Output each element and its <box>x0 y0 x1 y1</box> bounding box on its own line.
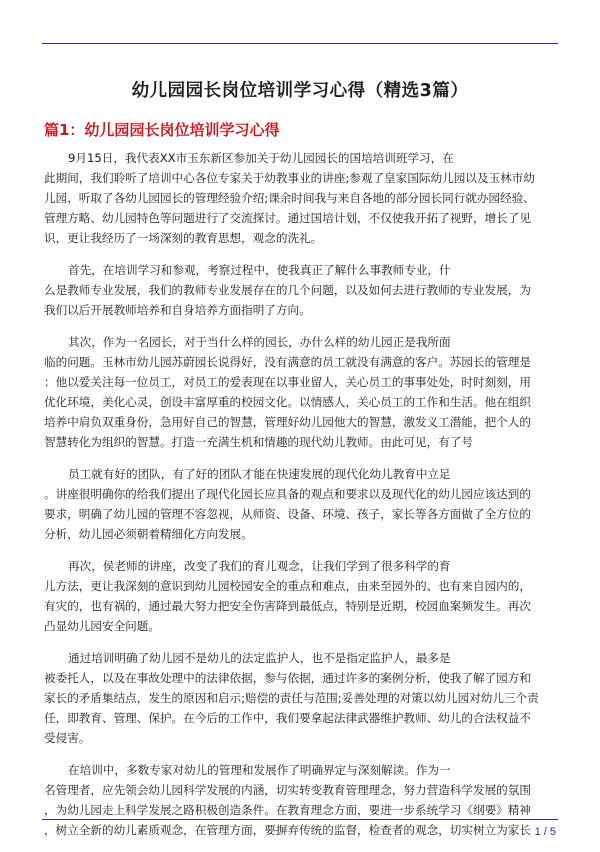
paragraph-2 <box>44 260 556 320</box>
footer-rule <box>42 819 558 820</box>
text-line: 9月15日，我代表XX市玉东新区参加关于幼儿园园长的国培培训班学习，在 <box>68 151 454 165</box>
paragraph-7 <box>44 760 556 840</box>
text-line: 再次，侯老师的讲座，改变了我们的育儿观念，让我们学到了很多科学的育 <box>68 559 451 573</box>
paragraph-4 <box>44 464 556 544</box>
text-line: 临的问题。玉林市幼儿园苏蔚园长说得好，没有满意的员工就没有满意的客户。苏园长的管理是 <box>44 355 531 369</box>
paragraph-6 <box>44 648 556 748</box>
text-line: 被委托人，以及在事故处理中的法律依据，参与依据，通过许多的案例分析，使我了解了园方和 <box>44 671 531 685</box>
text-line: ，为幼儿园走上科学发展之路积极创造条件。在教育理念方面，要进一步系统学习《纲要》精神 <box>44 803 531 817</box>
text-line: 优化环境，美化心灵，创设丰富厚重的校园文化。以情感人，关心员工的工作和生活。他在组织 <box>44 395 531 409</box>
paragraph-1 <box>44 148 556 248</box>
text-line: 儿方法，更让我深刻的意识到幼儿园校园安全的重点和难点，由来至园外的、也有来自园内的， <box>44 579 531 593</box>
text-line: 智慧转化为组织的智慧。打造一充满生机和情趣的现代幼儿教师。由此可见，有了号 <box>44 435 473 449</box>
paragraph-5 <box>44 556 556 636</box>
text-line: 管理方略、幼儿园特色等问题进行了交流探讨。通过国培计划，不仅使我开拓了视野，增长了见 <box>44 211 531 225</box>
text-line: 家长的矛盾集结点，发生的原因和启示;赔偿的责任与范围;妥善处理的对策以幼儿园对幼儿三个责 <box>44 691 539 705</box>
text-line: 首先，在培训学习和参观，考察过程中，使我真正了解什么事教师专业，什 <box>68 263 451 277</box>
text-line: 我们以后开展教师培养和自身培养方面指明了方向。 <box>44 303 311 317</box>
text-line: 。讲座很明确你的给我们提出了现代化园长应具备的观点和要求以及现代化的幼儿园应该达到的 <box>44 487 531 501</box>
text-line: 员工就有好的团队，有了好的团队才能在快速发展的现代化幼儿教育中立足 <box>68 467 451 481</box>
text-line: 名管理者，应先领会幼儿园科学发展的内涵，切实转变教育管理理念，努力营造科学发展的氛围 <box>44 783 531 797</box>
text-line: ：他以爱关注每一位员工，对员工的爱表现在以事业留人，关心员工的事事处处，时时刻刻，用 <box>44 375 531 389</box>
text-line: 培养中肩负双重身份，急用好自己的智慧，管理好幼儿园他大的智慧，激发义工潜能，把个人的 <box>44 415 531 429</box>
text-line: 在培训中，多数专家对幼儿的管理和发展作了明确界定与深刻解读。作为一 <box>68 763 451 777</box>
text-line: 凸显幼儿园安全问题。 <box>44 619 160 633</box>
text-line: 有灾的，也有祸的，通过最大努力把安全伤害降到最低点，特别是近期，校园血案频发生。再次 <box>44 599 531 613</box>
paragraph-3 <box>44 332 556 452</box>
text-line: 么是教师专业发展，我们的教师专业发展存在的几个问题，以及如何去进行教师的专业发展，为 <box>44 283 531 297</box>
text-line: 分析，幼儿园必须朝着精细化方向发展。 <box>44 527 253 541</box>
text-line: 此期间，我们聆听了培训中心各位专家关于幼教事业的讲座;参观了皇家国际幼儿园以及玉林市幼 <box>44 171 535 185</box>
text-line: 通过培训明确了幼儿园不是幼儿的法定监护人，也不是指定监护人，最多是 <box>68 651 451 665</box>
text-line: 任，即教育、管理、保护。在今后的工作中，我们要拿起法律武器维护教师、幼儿的合法权益不 <box>44 711 531 725</box>
text-line: 其次，作为一名园长，对于当什么样的园长，办什么样的幼儿园正是我所面 <box>68 335 451 349</box>
header-rule <box>42 43 558 44</box>
text-line: 要求，明确了幼儿园的管理不容忽视，从师资、设备、环境、孩子，家长等各方面做了全方位的 <box>44 507 531 521</box>
text-line: 儿园，听取了各幼儿园园长的管理经验介绍;课余时间我与来自各地的部分园长同行就办园经验、 <box>44 191 535 205</box>
text-line: 识，更让我经历了一场深刻的教育思想，观念的洗礼。 <box>44 231 323 245</box>
text-line: 受侵害。 <box>44 731 91 745</box>
document-body <box>44 148 556 852</box>
section-heading: 篇1：幼儿园园长岗位培训学习心得 <box>44 121 280 139</box>
document-title: 幼儿园园长岗位培训学习心得（精选3篇） <box>131 81 469 101</box>
page-indicator: 1 / 5 <box>534 826 556 838</box>
text-line: ，树立全新的幼儿素质观念，在管理方面，要摒弃传统的监督，检查者的观念，切实树立为家长 <box>44 823 531 837</box>
